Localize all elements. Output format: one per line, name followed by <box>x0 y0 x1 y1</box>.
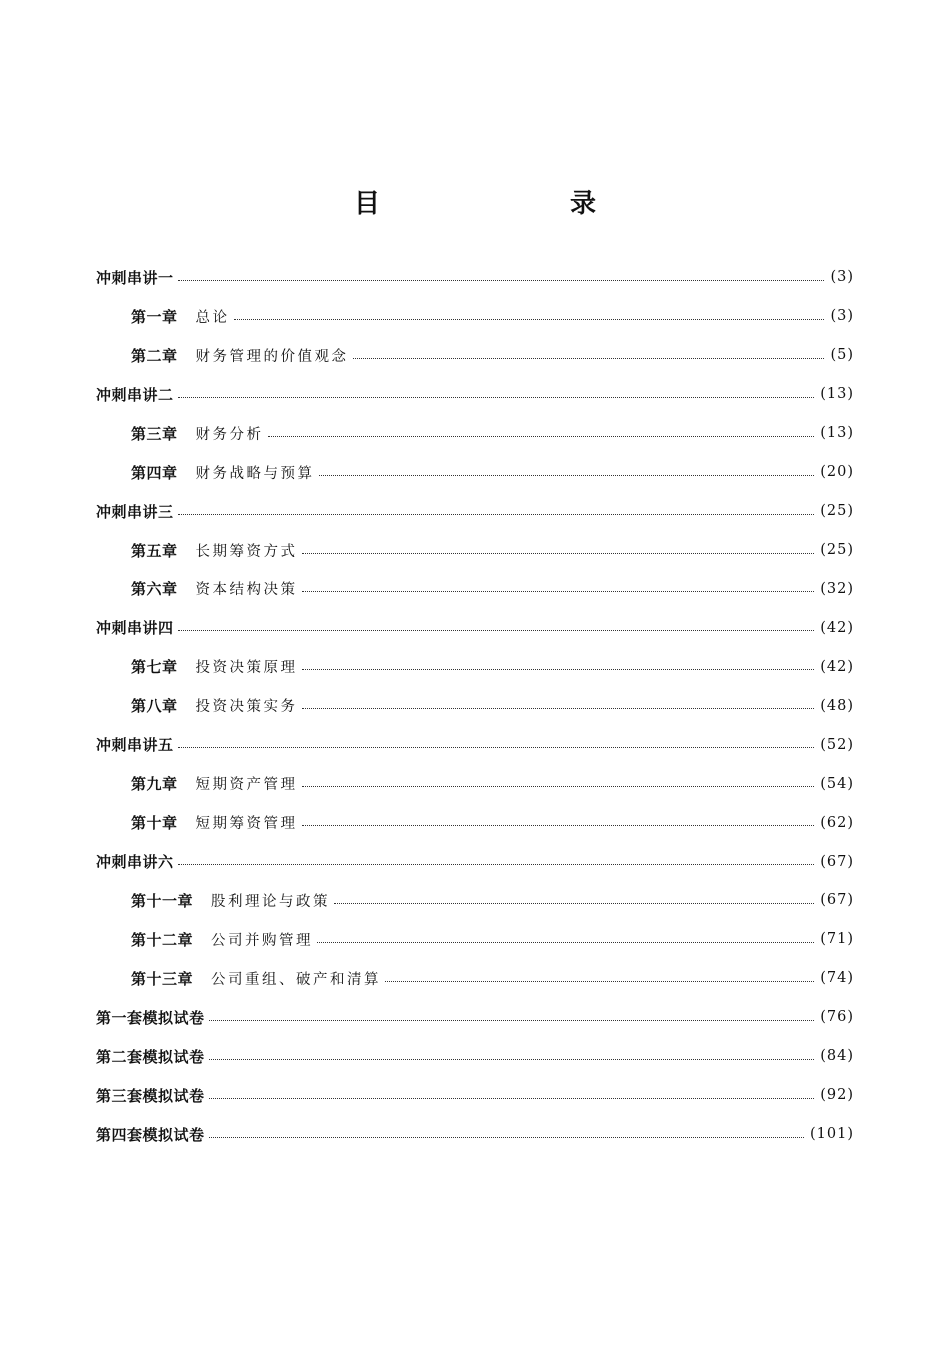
toc-entry-title: 总论 <box>195 309 230 326</box>
toc-chapter-entry[interactable] <box>96 881 854 920</box>
toc-entry-label: 第七章 <box>131 658 178 677</box>
dot-leader <box>302 591 815 592</box>
toc-page-number: (13) <box>820 386 854 403</box>
toc-entry-title: 财务管理的价值观念 <box>195 348 349 365</box>
toc-page-number: (5) <box>830 347 854 364</box>
toc-entry-label: 第九章 <box>131 775 178 794</box>
toc-section-entry[interactable] <box>96 375 854 414</box>
toc-chapter-entry[interactable] <box>96 647 854 686</box>
toc-entry-label: 第十章 <box>131 814 178 833</box>
toc-chapter-entry[interactable] <box>96 336 854 375</box>
page-title: 目 录 <box>353 189 678 219</box>
toc-entry-label: 第五章 <box>131 541 178 560</box>
dot-leader <box>319 475 815 476</box>
toc-entry-label: 冲刺串讲六 <box>96 853 174 872</box>
toc-chapter-entry[interactable] <box>96 531 854 570</box>
dot-leader <box>353 358 825 359</box>
dot-leader <box>302 786 815 787</box>
toc-entry-label: 第四套模拟试卷 <box>96 1125 205 1144</box>
toc-chapter-entry[interactable] <box>96 803 854 842</box>
toc-entry-title: 资本结构决策 <box>195 582 298 599</box>
dot-leader <box>178 280 825 281</box>
dot-leader <box>178 397 815 398</box>
toc-entry-label: 第二章 <box>131 346 178 365</box>
toc-chapter-entry[interactable] <box>96 414 854 453</box>
dot-leader <box>302 669 815 670</box>
dot-leader <box>334 903 814 904</box>
toc-page-number: (48) <box>820 697 854 714</box>
toc-page-number: (25) <box>820 542 854 559</box>
toc-entry-label: 第八章 <box>131 697 178 716</box>
toc-page-number: (42) <box>820 619 854 636</box>
toc-entry-label: 第一套模拟试卷 <box>96 1008 205 1027</box>
toc-entry-title: 短期筹资管理 <box>195 816 298 833</box>
toc-entry-title: 财务战略与预算 <box>195 465 315 482</box>
toc-entry-label: 冲刺串讲一 <box>96 268 174 287</box>
toc-section-entry[interactable] <box>96 1115 854 1154</box>
toc-section-entry[interactable] <box>96 842 854 881</box>
toc-entry-label: 第十二章 <box>131 930 194 949</box>
dot-leader <box>209 1020 815 1021</box>
toc-page-number: (92) <box>820 1087 854 1104</box>
dot-leader <box>209 1059 815 1060</box>
table-of-contents <box>96 258 854 1154</box>
dot-leader <box>302 553 815 554</box>
toc-entry-title: 短期资产管理 <box>195 777 298 794</box>
dot-leader <box>178 514 815 515</box>
toc-page-number: (54) <box>820 775 854 792</box>
toc-entry-label: 第六章 <box>131 580 178 599</box>
toc-entry-title: 投资决策实务 <box>195 699 298 716</box>
toc-chapter-entry[interactable] <box>96 920 854 959</box>
toc-page-number: (42) <box>820 658 854 675</box>
toc-entry-label: 冲刺串讲二 <box>96 385 174 404</box>
toc-entry-label: 第一章 <box>131 307 178 326</box>
dot-leader <box>209 1137 804 1138</box>
toc-page-number: (67) <box>820 853 854 870</box>
dot-leader <box>302 825 815 826</box>
toc-entry-label: 第三章 <box>131 424 178 443</box>
dot-leader <box>268 436 815 437</box>
toc-chapter-entry[interactable] <box>96 764 854 803</box>
toc-page-number: (74) <box>820 970 854 987</box>
toc-page-number: (84) <box>820 1048 854 1065</box>
toc-entry-label: 第二套模拟试卷 <box>96 1047 205 1066</box>
dot-leader <box>234 319 825 320</box>
dot-leader <box>302 708 815 709</box>
dot-leader <box>178 747 815 748</box>
toc-entry-title: 公司重组、破产和清算 <box>211 971 382 988</box>
toc-entry-title: 股利理论与政策 <box>211 893 331 910</box>
toc-entry-label: 冲刺串讲三 <box>96 502 174 521</box>
toc-section-entry[interactable] <box>96 725 854 764</box>
toc-entry-label: 冲刺串讲四 <box>96 619 174 638</box>
toc-entry-label: 第三套模拟试卷 <box>96 1086 205 1105</box>
toc-chapter-entry[interactable] <box>96 686 854 725</box>
toc-entry-label: 第十一章 <box>131 891 194 910</box>
dot-leader <box>178 864 815 865</box>
toc-page-number: (32) <box>820 580 854 597</box>
toc-page-number: (25) <box>820 503 854 520</box>
toc-page-number: (52) <box>820 736 854 753</box>
dot-leader <box>209 1098 815 1099</box>
toc-entry-label: 冲刺串讲五 <box>96 736 174 755</box>
dot-leader <box>317 942 814 943</box>
toc-section-entry[interactable] <box>96 1076 854 1115</box>
toc-entry-title: 长期筹资方式 <box>195 543 298 560</box>
dot-leader <box>178 630 815 631</box>
toc-entry-title: 财务分析 <box>195 426 264 443</box>
toc-chapter-entry[interactable] <box>96 453 854 492</box>
toc-section-entry[interactable] <box>96 998 854 1037</box>
toc-page-number: (13) <box>820 425 854 442</box>
dot-leader <box>385 981 814 982</box>
toc-section-entry[interactable] <box>96 492 854 531</box>
toc-section-entry[interactable] <box>96 258 854 297</box>
toc-page-number: (62) <box>820 814 854 831</box>
toc-section-entry[interactable] <box>96 1037 854 1076</box>
toc-chapter-entry[interactable] <box>96 959 854 998</box>
toc-chapter-entry[interactable] <box>96 570 854 609</box>
toc-page-number: (71) <box>820 931 854 948</box>
toc-page-number: (67) <box>820 892 854 909</box>
toc-section-entry[interactable] <box>96 608 854 647</box>
toc-chapter-entry[interactable] <box>96 297 854 336</box>
toc-page-number: (20) <box>820 464 854 481</box>
toc-entry-label: 第四章 <box>131 463 178 482</box>
toc-page-number: (76) <box>820 1009 854 1026</box>
toc-page-number: (101) <box>810 1126 854 1143</box>
toc-entry-title: 公司并购管理 <box>211 932 314 949</box>
toc-page-number: (3) <box>830 308 854 325</box>
toc-page-number: (3) <box>830 269 854 286</box>
toc-entry-label: 第十三章 <box>131 969 194 988</box>
toc-entry-title: 投资决策原理 <box>195 660 298 677</box>
